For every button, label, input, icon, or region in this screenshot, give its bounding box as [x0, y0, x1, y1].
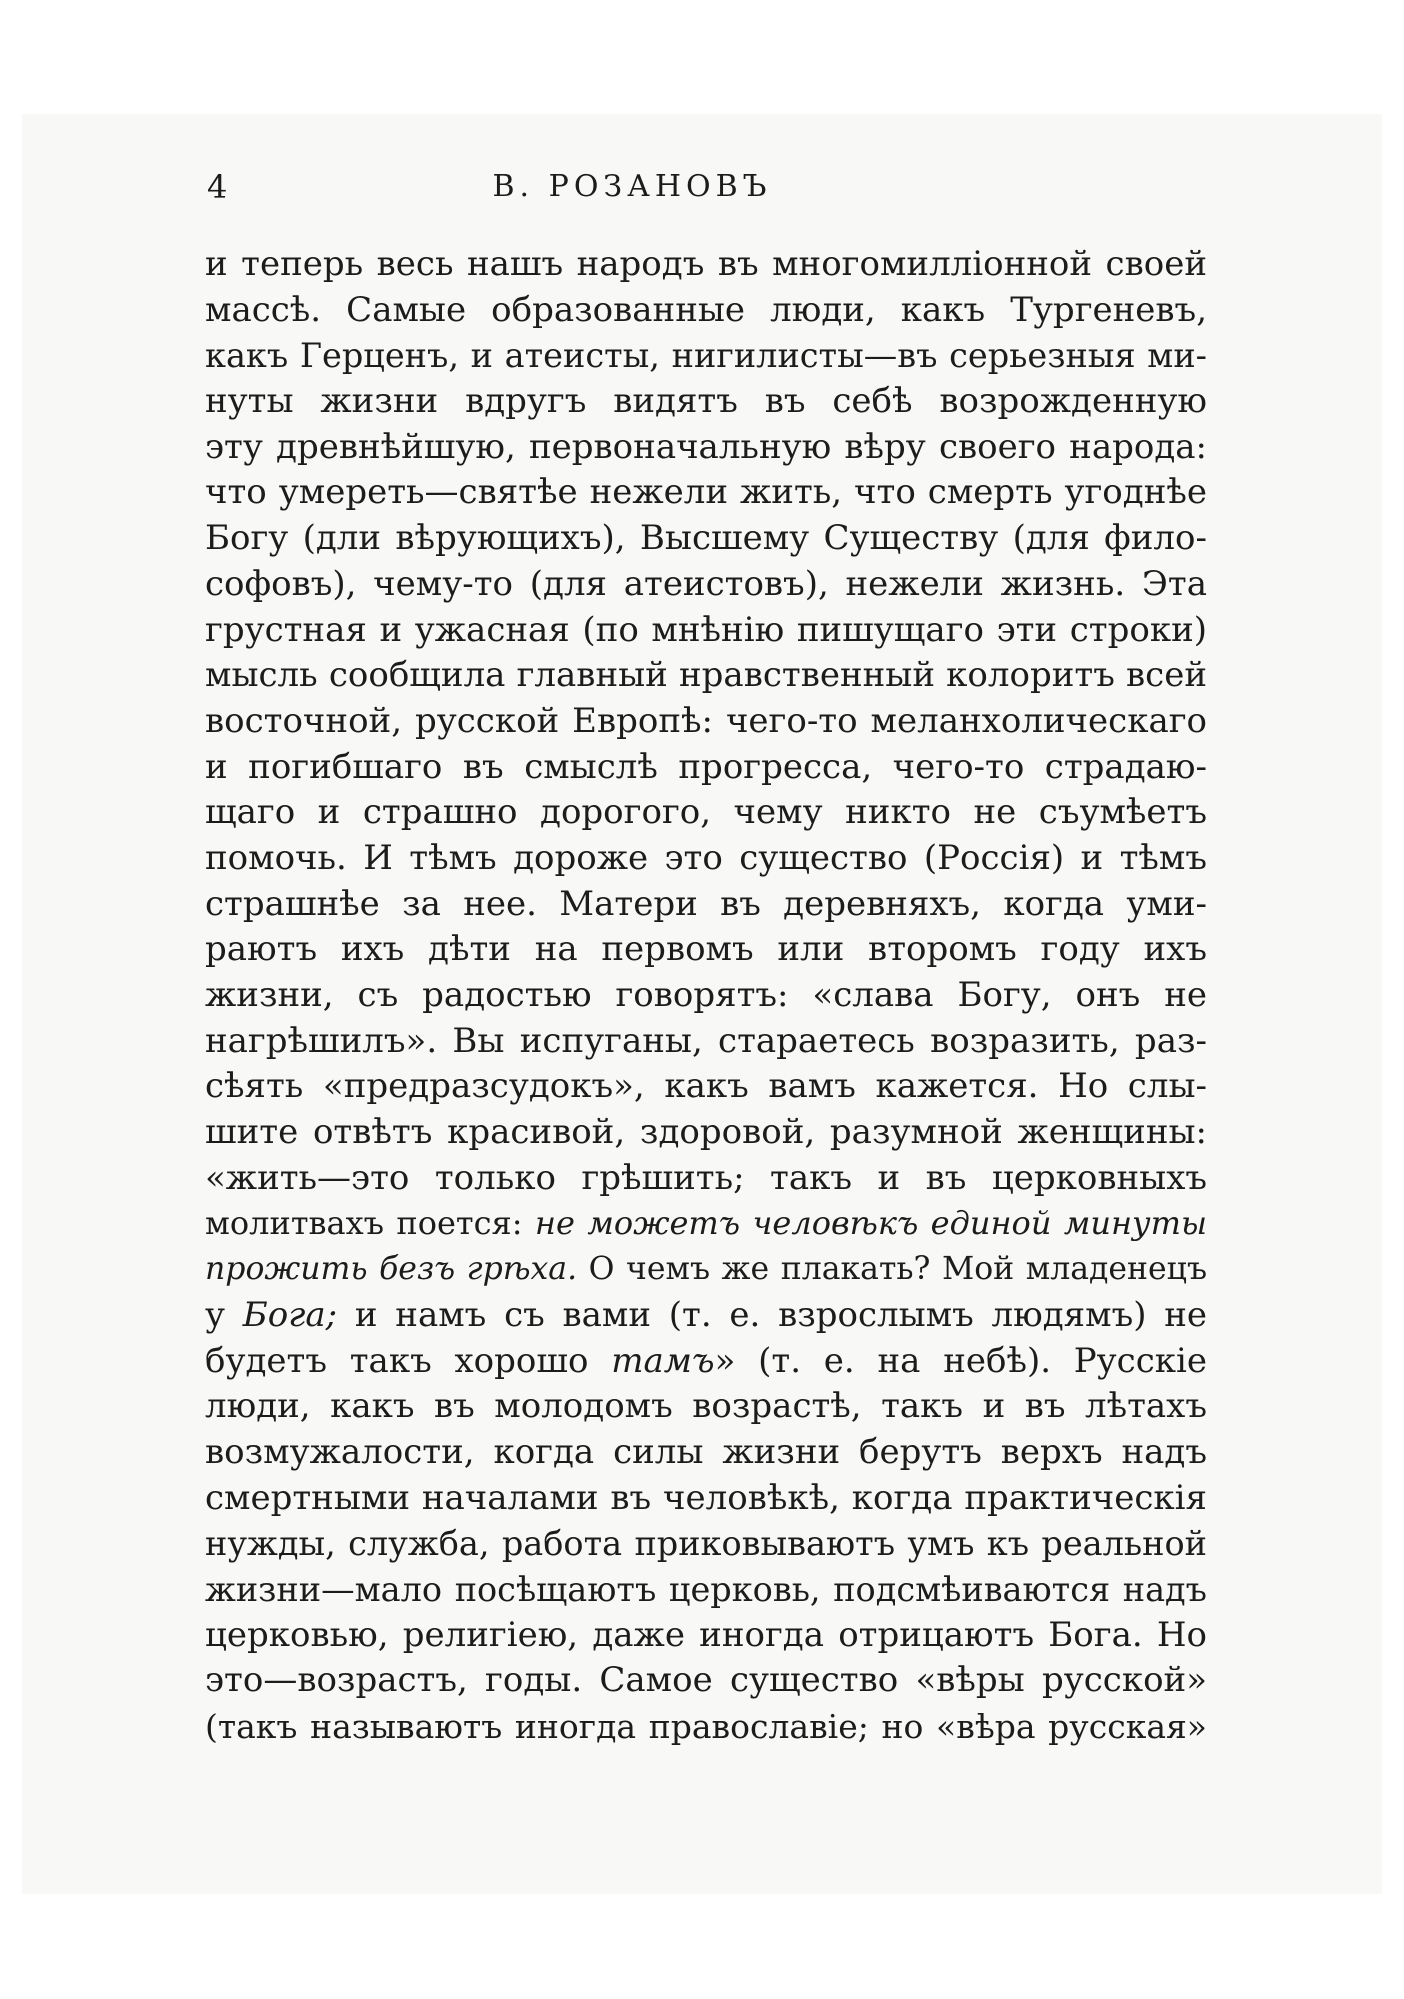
text-run: какъ Герценъ, и атеисты, нигилисты—въ серьезныя ми-	[205, 336, 1207, 376]
text-run: » (т. е. на небѣ). Русскіе	[714, 1340, 1207, 1381]
text-line	[205, 1704, 1207, 1750]
running-head	[207, 162, 1207, 212]
text-run: массѣ. Самые образованные люди, какъ Тургеневъ,	[205, 289, 1207, 330]
text-line	[205, 1293, 1207, 1339]
text-line	[205, 1247, 1207, 1293]
text-run: возмужалости, когда силы жизни берутъ верхъ надъ	[205, 1431, 1207, 1472]
text-line	[205, 1430, 1207, 1476]
italic-word: Бога;	[242, 1294, 338, 1335]
text-run: церковью, религіею, даже иногда отрицаютъ Бога. Но	[205, 1614, 1207, 1655]
text-run: страшнѣе за нее. Матери въ деревняхъ, когда уми-	[205, 883, 1207, 924]
text-run: щаго и страшно дорогого, чему никто не съумѣетъ	[205, 792, 1207, 833]
text-run: помочь. И тѣмъ дороже это существо (Россія) и тѣмъ	[205, 837, 1207, 878]
body-text	[205, 242, 1207, 1750]
text-run: и теперь весь нашъ народъ въ многомилліонной своей	[205, 244, 1207, 284]
text-line	[205, 653, 1207, 699]
text-run: шите отвѣтъ красивой, здоровой, разумной женщины:	[205, 1112, 1207, 1153]
text-line	[205, 836, 1207, 882]
text-run: что умереть—святѣе нежели жить, что смерть угоднѣе	[205, 472, 1207, 513]
text-line	[205, 1521, 1207, 1567]
text-line	[205, 927, 1207, 973]
text-line	[205, 790, 1207, 836]
text-line	[205, 1110, 1207, 1156]
text-run: Богу (дли вѣрующихъ), Высшему Существу (для фило-	[205, 518, 1207, 559]
text-run: это—возрастъ, годы. Самое существо «вѣры русской»	[205, 1660, 1207, 1701]
text-run: люди, какъ въ молодомъ возрастѣ, такъ и въ лѣтахъ	[205, 1386, 1207, 1427]
text-run: грустная и ужасная (по мнѣнію пишущаго эти строки)	[205, 609, 1207, 650]
text-line	[205, 1339, 1207, 1385]
text-run: и погибшаго въ смыслѣ прогресса, чего-то страдаю-	[205, 746, 1207, 787]
text-line	[205, 379, 1207, 425]
text-line	[205, 425, 1207, 471]
running-title: В. РОЗАНОВЪ	[492, 169, 772, 204]
text-line	[205, 973, 1207, 1019]
text-run: жизни, съ радостью говорятъ: «слава Богу, онъ не	[205, 975, 1207, 1015]
text-line	[205, 1476, 1207, 1522]
text-line	[205, 608, 1207, 654]
text-run: мысль сообщила главный нравственный колоритъ всей	[205, 655, 1207, 696]
text-run: будетъ такъ хорошо	[205, 1340, 612, 1381]
text-line	[205, 1567, 1207, 1613]
text-line	[205, 745, 1207, 791]
italic-word: тамъ	[611, 1340, 715, 1381]
text-line	[205, 288, 1207, 334]
text-run: эту древнѣйшую, первоначальную вѣру своего народа:	[205, 426, 1207, 467]
page-number: 4	[207, 168, 228, 206]
text-line	[205, 1613, 1207, 1659]
text-line	[205, 1658, 1207, 1704]
text-line	[205, 470, 1207, 516]
text-run: раютъ ихъ дѣти на первомъ или второмъ году ихъ	[205, 929, 1207, 970]
text-run: молитвахъ поется:	[205, 1204, 535, 1243]
text-run: «жить—это только грѣшить; такъ и въ церковныхъ	[205, 1157, 1207, 1198]
text-run: нагрѣшилъ». Вы испуганы, стараетесь возразить, раз-	[205, 1020, 1207, 1061]
text-run: и намъ съ вами (т. е. взрослымъ людямъ) не	[337, 1294, 1207, 1335]
text-run: нуты жизни вдругъ видятъ въ себѣ возрожденную	[205, 381, 1207, 422]
text-line	[205, 1156, 1207, 1202]
text-line	[205, 1384, 1207, 1430]
text-run: жизни—мало посѣщаютъ церковь, подсмѣиваются надъ	[205, 1569, 1207, 1609]
text-line	[205, 333, 1207, 379]
text-run: смертными началами въ человѣкѣ, когда практическія	[205, 1477, 1207, 1518]
text-run: у	[205, 1294, 243, 1335]
text-run: сѣять «предразсудокъ», какъ вамъ кажется. Но слы-	[205, 1066, 1207, 1107]
text-run: восточной, русской Европѣ: чего-то меланхолическаго	[205, 700, 1207, 741]
italic-quote: не можетъ человѣкъ единой минуты	[534, 1204, 1207, 1243]
text-run: (такъ называютъ иногда православіе; но «вѣра русская»	[205, 1707, 1207, 1746]
text-line	[205, 882, 1207, 928]
text-run: О чемъ же плакать? Мой младенецъ	[577, 1251, 1207, 1288]
text-line	[205, 1064, 1207, 1110]
text-line	[205, 562, 1207, 608]
text-line	[205, 1019, 1207, 1065]
text-line	[205, 516, 1207, 562]
text-run: нужды, служба, работа приковываютъ умъ къ реальной	[205, 1524, 1207, 1564]
text-line	[205, 242, 1207, 288]
text-run: софовъ), чему-то (для атеистовъ), нежели жизнь. Эта	[205, 563, 1207, 604]
text-line	[205, 1201, 1207, 1247]
italic-quote: прожить безъ грѣха.	[205, 1251, 578, 1288]
text-line	[205, 699, 1207, 745]
